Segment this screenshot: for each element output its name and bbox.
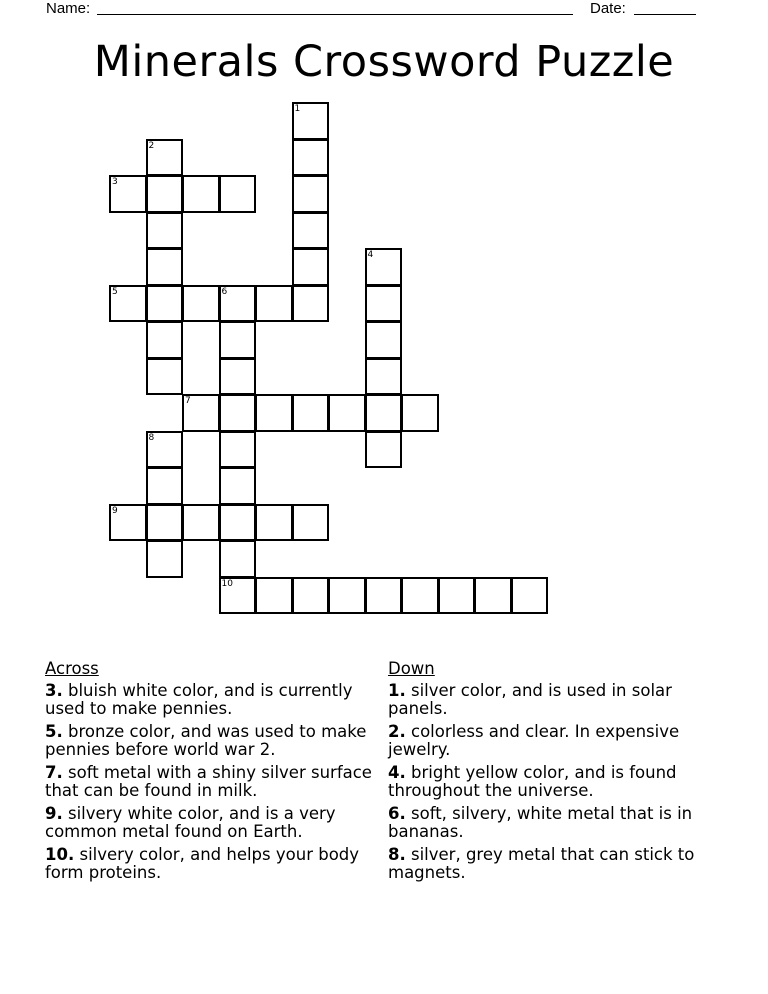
cell-number: 10 <box>221 578 233 589</box>
clue-text: colorless and clear. In expensive jewelry. <box>388 722 680 759</box>
crossword-cell[interactable] <box>292 139 330 177</box>
crossword-cell[interactable] <box>219 358 257 396</box>
crossword-cell[interactable] <box>109 285 147 323</box>
clue-text: silvery white color, and is a very common metal found on Earth. <box>45 804 336 841</box>
crossword-cell[interactable] <box>219 467 257 505</box>
across-clues <box>45 660 380 887</box>
crossword-cell[interactable] <box>146 358 184 396</box>
crossword-cell[interactable] <box>146 504 184 542</box>
crossword-cell[interactable] <box>328 394 366 432</box>
clue-number: 3. <box>45 681 63 700</box>
crossword-cell[interactable] <box>146 321 184 359</box>
clue-across-5 <box>45 723 380 759</box>
clue-number: 5. <box>45 722 63 741</box>
crossword-cell[interactable] <box>146 139 184 177</box>
crossword-cell[interactable] <box>219 321 257 359</box>
crossword-cell[interactable] <box>146 467 184 505</box>
clue-down-1 <box>388 682 718 718</box>
crossword-cell[interactable] <box>511 577 549 615</box>
clue-number: 2. <box>388 722 406 741</box>
clue-number: 1. <box>388 681 406 700</box>
cell-number: 1 <box>294 104 301 114</box>
clue-text: bluish white color, and is currently used to make pennies. <box>45 681 353 718</box>
crossword-cell[interactable] <box>365 248 403 286</box>
crossword-cell[interactable] <box>146 175 184 213</box>
crossword-cell[interactable] <box>182 285 220 323</box>
crossword-cell[interactable] <box>401 577 439 615</box>
crossword-cell[interactable] <box>219 431 257 469</box>
crossword-cell[interactable] <box>328 577 366 615</box>
cell-number: 6 <box>221 286 228 297</box>
crossword-cell[interactable] <box>292 577 330 615</box>
down-clues <box>388 660 718 887</box>
crossword-cell[interactable] <box>219 540 257 578</box>
crossword-cell[interactable] <box>255 394 293 432</box>
clue-text: silver color, and is used in solar panels. <box>388 681 672 718</box>
crossword-cell[interactable] <box>182 394 220 432</box>
clue-down-6 <box>388 805 718 841</box>
clue-text: soft, silvery, white metal that is in bananas. <box>388 804 693 841</box>
clue-number: 7. <box>45 763 63 782</box>
cell-number: 8 <box>148 432 155 443</box>
crossword-cell[interactable] <box>365 358 403 396</box>
crossword-cell[interactable] <box>219 394 257 432</box>
crossword-cell[interactable] <box>255 285 293 323</box>
crossword-cell[interactable] <box>365 394 403 432</box>
crossword-cell[interactable] <box>219 285 257 323</box>
crossword-cell[interactable] <box>146 248 184 286</box>
crossword-cell[interactable] <box>292 175 330 213</box>
crossword-cell[interactable] <box>219 504 257 542</box>
crossword-cell[interactable] <box>292 504 330 542</box>
across-heading: Across <box>45 659 99 678</box>
clue-text: silvery color, and helps your body form proteins. <box>45 845 360 882</box>
crossword-cell[interactable] <box>146 540 184 578</box>
crossword-cell[interactable] <box>146 431 184 469</box>
crossword-cell[interactable] <box>109 504 147 542</box>
cell-number: 5 <box>112 286 118 297</box>
clue-across-9 <box>45 805 380 841</box>
clue-number: 6. <box>388 804 406 823</box>
cell-number: 7 <box>185 396 191 406</box>
crossword-cell[interactable] <box>365 321 403 359</box>
crossword-cell[interactable] <box>255 504 293 542</box>
crossword-cell[interactable] <box>365 285 403 323</box>
clue-text: silver, grey metal that can stick to magnets. <box>388 845 695 882</box>
date-label: Date: <box>590 0 626 17</box>
crossword-cell[interactable] <box>292 394 330 432</box>
down-heading: Down <box>388 659 435 678</box>
crossword-cell[interactable] <box>292 248 330 286</box>
clue-down-4 <box>388 764 718 800</box>
crossword-cell[interactable] <box>292 212 330 250</box>
crossword-cell[interactable] <box>182 175 220 213</box>
name-label: Name: <box>46 0 91 17</box>
page-title: Minerals Crossword Puzzle <box>93 37 675 87</box>
cell-number: 9 <box>112 505 118 516</box>
crossword-cell[interactable] <box>146 285 184 323</box>
crossword-cell[interactable] <box>438 577 476 615</box>
crossword-cell[interactable] <box>109 175 147 213</box>
crossword-cell[interactable] <box>292 285 330 323</box>
clue-number: 9. <box>45 804 63 823</box>
clue-across-10 <box>45 846 380 882</box>
clue-number: 10. <box>45 845 75 864</box>
crossword-cell[interactable] <box>146 212 184 250</box>
clue-down-2 <box>388 723 718 759</box>
crossword-cell[interactable] <box>292 102 330 140</box>
crossword-cell[interactable] <box>365 431 403 469</box>
clue-across-7 <box>45 764 380 800</box>
crossword-cell[interactable] <box>474 577 512 615</box>
crossword-cell[interactable] <box>401 394 439 432</box>
clue-text: bright yellow color, and is found throughout the universe. <box>388 763 677 800</box>
clue-down-8 <box>388 846 718 882</box>
clue-number: 4. <box>388 763 406 782</box>
clue-across-3 <box>45 682 380 718</box>
crossword-cell[interactable] <box>182 504 220 542</box>
clue-text: soft metal with a shiny silver surface that can be found in milk. <box>45 763 372 800</box>
crossword-cell[interactable] <box>219 175 257 213</box>
crossword-cell[interactable] <box>219 577 257 615</box>
crossword-cell[interactable] <box>255 577 293 615</box>
clue-number: 8. <box>388 845 406 864</box>
cell-number: 2 <box>148 140 155 151</box>
clue-text: bronze color, and was used to make pennies before world war 2. <box>45 722 367 759</box>
cell-number: 4 <box>367 250 374 260</box>
crossword-cell[interactable] <box>365 577 403 615</box>
cell-number: 3 <box>112 177 118 187</box>
